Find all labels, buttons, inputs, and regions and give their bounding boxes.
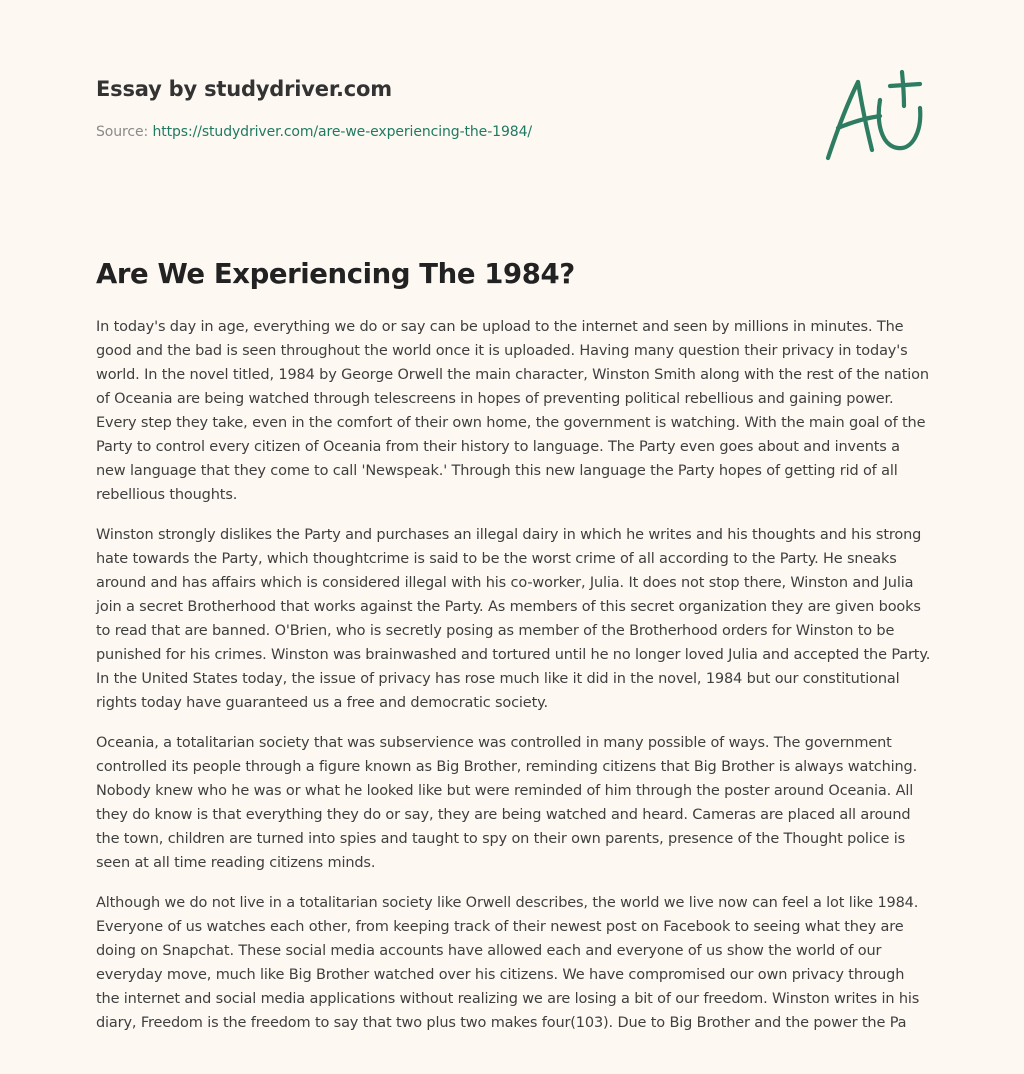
essay-body <box>96 315 931 1051</box>
source-label: Source: <box>96 124 153 140</box>
essay-title: Are We Experiencing The 1984? <box>96 258 575 290</box>
a-plus-logo-icon <box>822 66 926 166</box>
essay-paragraph: In today's day in age, everything we do or say can be upload to the internet and seen by millions in minutes. The good and the bad is seen throughout the world once it is uploaded. Having many question their privacy in today's world. In the novel titled, 1984 by George Orwell the main character, Winston Smith along with the rest of the nation of Oceania are being watched through telescreens in hopes of preventing political rebellious and gaining power. Every step they take, even in the comfort of their own home, the government is watching. With the main goal of the Party to control every citizen of Oceania from their history to language. The Party even goes about and invents a new language that they come to call 'Newspeak.' Through this new language the Party hopes of getting rid of all rebellious thoughts. <box>96 319 929 503</box>
site-brand: Essay by studydriver.com <box>96 77 392 101</box>
source-line <box>96 122 816 142</box>
essay-paragraph: Although we do not live in a totalitarian society like Orwell describes, the world we live now can feel a lot like 1984. Everyone of us watches each other, from keeping track of their newest post on Facebook to seeing what they are doing on Snapchat. These social media accounts have allowed each and everyone of us show the world of our everyday move, much like Big Brother watched over his citizens. We have compromised our own privacy through the internet and social media applications without realizing we are losing a bit of our freedom. Winston writes in his diary, Freedom is the freedom to say that two plus two makes four(103). Due to Big Brother and the power the Pa <box>96 895 920 1031</box>
source-link[interactable]: https://studydriver.com/are-we-experiencing-the-1984/ <box>152 124 532 140</box>
page-header <box>96 74 816 142</box>
essay-paragraph: Winston strongly dislikes the Party and purchases an illegal dairy in which he writes and his thoughts and his strong hate towards the Party, which thoughtcrime is said to be the worst crime of all according to the Party. He sneaks around and has affairs which is considered illegal with his co-worker, Julia. It does not stop there, Winston and Julia join a secret Brotherhood that works against the Party. As members of this secret organization they are given books to read that are banned. O'Brien, who is secretly posing as member of the Brotherhood orders for Winston to be punished for his crimes. Winston was brainwashed and tortured until he no longer loved Julia and accepted the Party. In the United States today, the issue of privacy has rose much like it did in the novel, 1984 but our constitutional rights today have guaranteed us a free and democratic society. <box>96 527 931 711</box>
essay-paragraph: Oceania, a totalitarian society that was subservience was controlled in many possible of ways. The government controlled its people through a figure known as Big Brother, reminding citizens that Big Brother is always watching. Nobody knew who he was or what he looked like but were reminded of him through the poster around Oceania. All they do know is that everything they do or say, they are being watched and heard. Cameras are placed all around the town, children are turned into spies and taught to spy on their own parents, presence of the Thought police is seen at all time reading citizens minds. <box>96 735 918 871</box>
